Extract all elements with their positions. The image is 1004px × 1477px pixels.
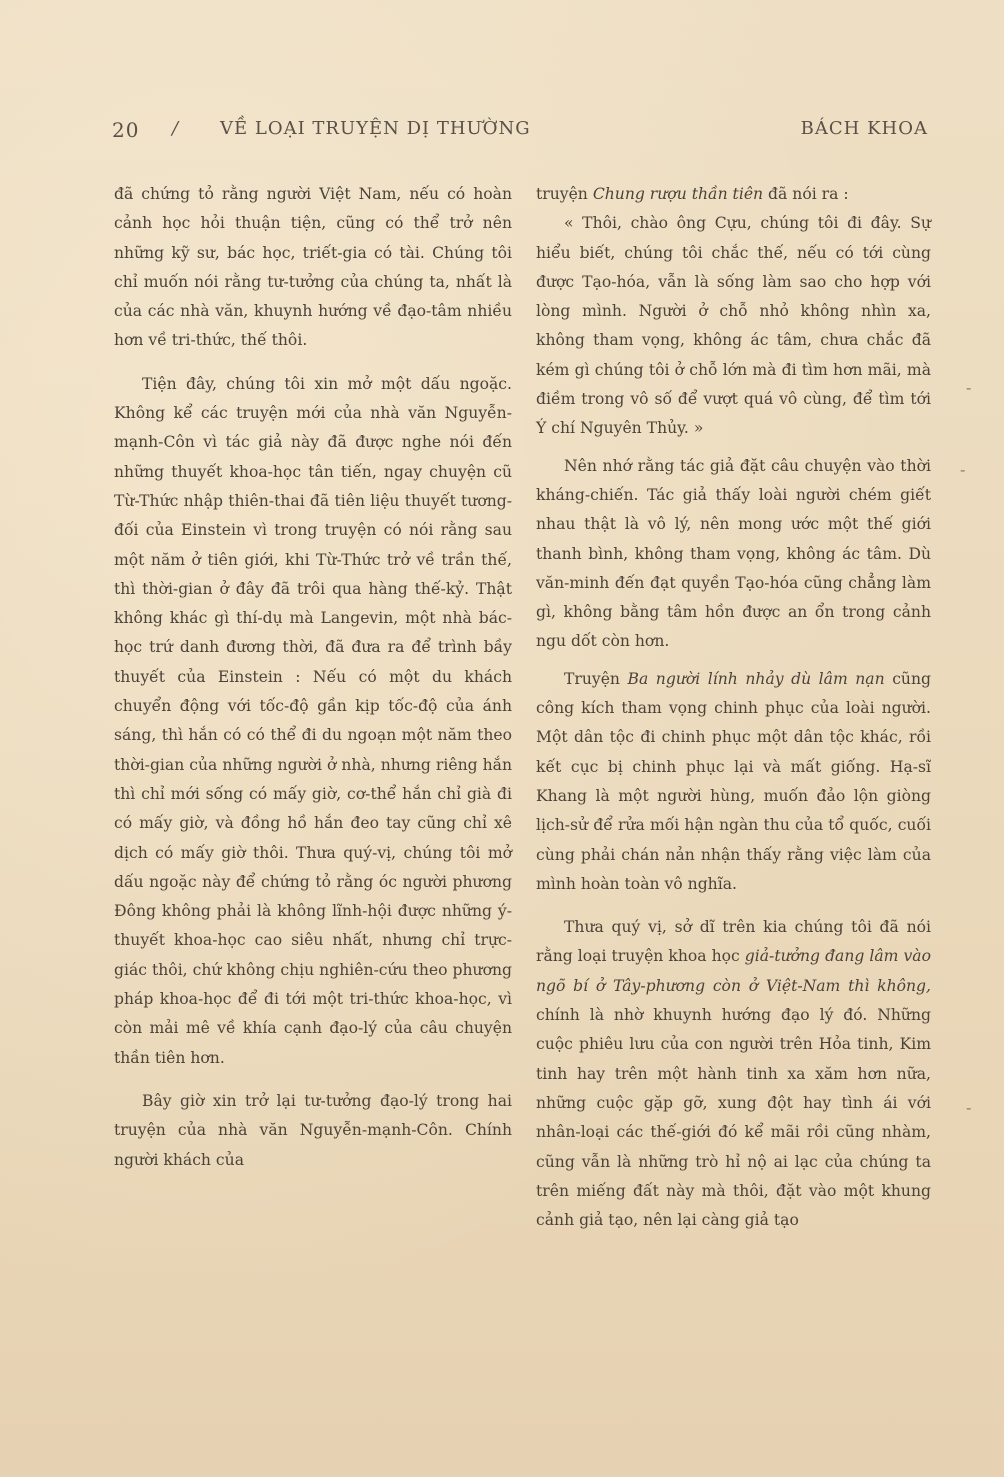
left-paragraph-2: Tiện đây, chúng tôi xin mở một dấu ngoặc. Không kể các truyện mới của nhà văn Nguyễn-mạnh-Côn vì tác giả này đã được nghe nói đến những thuyết khoa-học tân tiến, ngay chuyện cũ Từ-Thức nhập thiên-thai đã tiên liệu thuyết tương-đối của Einstein vì trong truyện có nói rằng sau một năm ở tiên giới, khi Từ-Thức trở về trần thế, thì thời-gian ở đây đã trôi qua hàng thế-kỷ. Thật không khác gì thí-dụ mà Langevin, một nhà bác-học trứ danh đương thời, đã đưa ra để trình bầy thuyết của Einstein : Nếu có một du khách chuyển động với tốc-độ gần kịp tốc-độ của ánh sáng, thì hắn có có thể đi du ngoạn một năm theo thời-gian của những người ở nhà, nhưng riêng hắn thì chỉ mới sống có mấy giờ, cơ-thể hắn chỉ già đi có mấy giờ, và đồng hồ hắn đeo tay cũng chỉ xê dịch có mấy giờ thôi. Thưa quý-vị, chúng tôi mở dấu ngoặc này để chứng tỏ rằng óc người phương Đông không phải là không lĩnh-hội được những ý-thuyết khoa-học cao siêu nhất, nhưng chỉ trực-giác thôi, chứ không chịu nghiên-cứu theo phương pháp khoa-học để đi tới một tri-thức khoa-học, vì còn mải mê về khía cạnh đạo-lý của câu chuyện thần tiên hơn. bbox=[114, 374, 512, 1067]
quote-paragraph: « Thôi, chào ông Cựu, chúng tôi đi đây. Sự hiểu biết, chúng tôi chắc thế, nếu có tới cùng được Tạo-hóa, vẫn là sống làm sao cho hợp với lòng mình. Người ở chỗ nhỏ không nhìn xa, không tham vọng, không ác tâm, chưa chắc đã kém gì chúng tôi ở chỗ lớn mà đi tìm hơn mãi, mà điềm trong vô số để vượt quá vô cùng, để tìm tới Ý chí Nguyên Thủy. » bbox=[536, 214, 931, 438]
left-column bbox=[114, 180, 512, 1175]
right-paragraph-3 bbox=[536, 665, 931, 899]
left-paragraph-3: Bây giờ xin trở lại tư-tưởng đạo-lý trong hai truyện của nhà văn Nguyễn-mạnh-Côn. Chính người khách của bbox=[114, 1091, 512, 1169]
right-paragraph-4 bbox=[536, 913, 931, 1235]
page-number: 20 bbox=[112, 118, 140, 142]
header-separator: / bbox=[172, 118, 180, 139]
article-title: VỀ LOẠI TRUYỆN DỊ THƯỜNG bbox=[220, 118, 531, 139]
left-paragraph-1: đã chứng tỏ rằng người Việt Nam, nếu có hoàn cảnh học hỏi thuận tiện, cũng có thể trở nên những kỹ sư, bác học, triết-gia có tài. Chúng tôi chỉ muốn nói rằng tư-tưởng của chúng ta, nhất là của các nhà văn, khuynh hướng về đạo-tâm nhiều hơn về tri-thức, thế thôi. bbox=[114, 185, 512, 350]
running-header bbox=[112, 118, 928, 148]
right-p4-italic: giả-tưởng đang lâm vào ngõ bí ở Tây-phương còn ở Việt-Nam thì không, bbox=[536, 947, 931, 995]
right-p3-start: Truyện bbox=[564, 669, 628, 688]
right-p4-start: Thưa quý vị, sở dĩ trên kia chúng tôi đã nói rằng loại truyện khoa học bbox=[536, 918, 931, 966]
magazine-name: BÁCH KHOA bbox=[800, 118, 928, 139]
story-title-chung-ruou: Chung rượu thần tiên bbox=[592, 185, 764, 203]
right-p4-end: chính là nhờ khuynh hướng đạo lý đó. Những cuộc phiêu lưu của con người trên Hỏa tinh, Kim tinh hay trên một hành tinh xa xăm hơn nữa, những cuộc gặp gỡ, xung đột hay tình ái với nhân-loại các thế-giới đó kể mãi rồi cũng nhàm, cũng vẫn là những trò hỉ nộ ai lạc của chúng ta trên miếng đất này mà thôi, đặt vào một khung cảnh giả tạo, nên lại càng giả tạo bbox=[536, 1006, 931, 1230]
right-paragraph-1 bbox=[536, 180, 931, 209]
right-p1-start: truyện bbox=[536, 185, 593, 203]
story-title-ba-nguoi-linh: Ba người lính nhảy dù lâm nạn bbox=[627, 669, 885, 688]
right-p1-end: đã nói ra : bbox=[763, 185, 849, 203]
right-column bbox=[536, 180, 931, 1235]
right-paragraph-2: Nên nhớ rằng tác giả đặt câu chuyện vào thời kháng-chiến. Tác giả thấy loài người chém giết nhau thật là vô lý, nên mong ước một thế giới thanh bình, không tham vọng, không ác tâm. Dù văn-minh đến đạt quyền Tạo-hóa cũng chẳng làm gì, không bằng tâm hồn được an ổn trong cảnh ngu dốt còn hơn. bbox=[536, 456, 931, 651]
margin-mark: - bbox=[966, 378, 972, 397]
right-p3-end: cũng công kích tham vọng chinh phục của loài người. Một dân tộc đi chinh phục một dân tộc khác, rồi kết cục bị chinh phục lại và mất giống. Hạ-sĩ Khang là một người hùng, muốn đảo lộn giòng lịch-sử để rửa mối hận ngàn thu của tổ quốc, cuối cùng phải chán nản nhận thấy rằng việc làm của mình hoàn toàn vô nghĩa. bbox=[536, 669, 931, 893]
margin-mark: - bbox=[960, 460, 966, 479]
margin-mark: - bbox=[966, 1098, 972, 1117]
